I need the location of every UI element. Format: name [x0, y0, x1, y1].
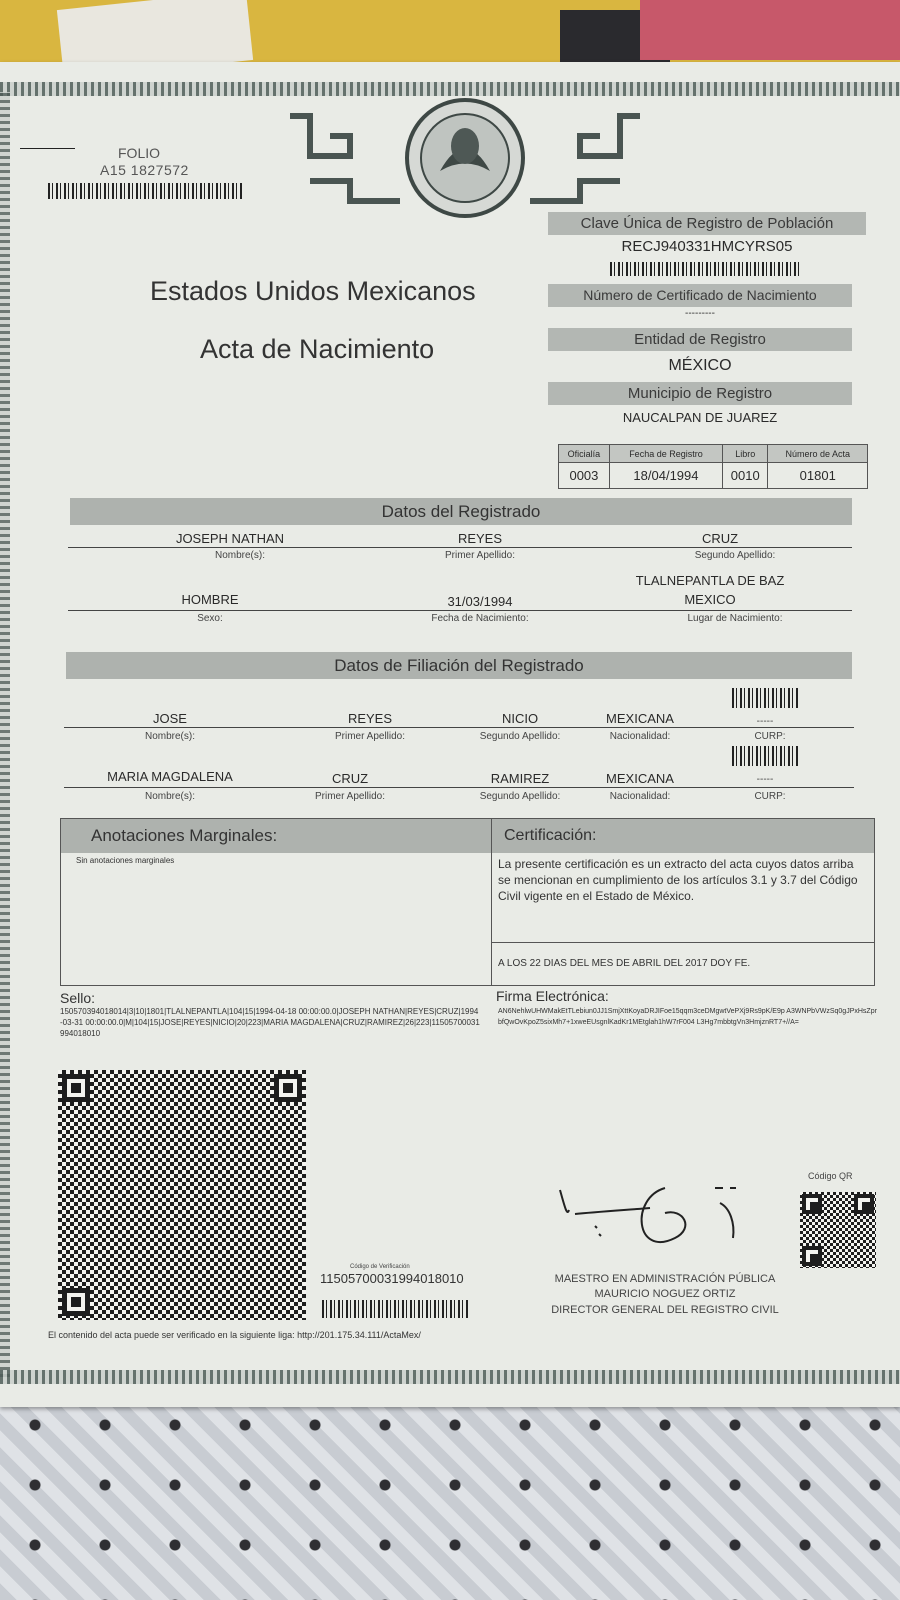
header-registration-date: Fecha de Registro	[609, 445, 722, 463]
parent-1-first-surname: REYES	[347, 711, 393, 726]
entity-label: Entidad de Registro	[548, 328, 852, 351]
parent-1-line	[64, 727, 854, 728]
registrant-birth-place-label: Lugar de Nacimiento:	[687, 613, 783, 624]
registrant-second-surname-label: Segundo Apellido:	[694, 550, 776, 561]
annotations-text: Sin anotaciones marginales	[76, 856, 175, 865]
parent-2-curp-label: CURP:	[754, 791, 786, 802]
parent-2-nationality: MEXICANA	[606, 771, 674, 786]
parent-2-first-surname: CRUZ	[331, 771, 369, 786]
verification-code: 11505700031994018010	[320, 1271, 464, 1286]
background-notebook	[640, 0, 900, 60]
handwritten-dash	[20, 148, 75, 149]
municipality-value: NAUCALPAN DE JUAREZ	[622, 410, 778, 425]
document-title: Acta de Nacimiento	[200, 334, 435, 364]
value-registration-date: 18/04/1994	[609, 463, 722, 489]
certification-text: La presente certificación es un extracto del acta cuyos datos arriba se mencionan en cumplimiento de los artículos 3.1 y 3.7 del Código Civil vigente en el Estado de México.	[498, 857, 858, 903]
seal-label: Sello:	[60, 990, 96, 1006]
filiation-section-title: Datos de Filiación del Registrado	[66, 652, 852, 679]
parent-1-second-surname-label: Segundo Apellido:	[479, 731, 561, 742]
country-title: Estados Unidos Mexicanos	[150, 276, 476, 306]
verification-qr-code[interactable]	[58, 1070, 306, 1320]
parent-1-curp: -----	[756, 716, 774, 727]
national-coat-of-arms	[290, 96, 640, 218]
registrant-first-surname: REYES	[457, 531, 503, 546]
signatory-name: MAURICIO NOGUEZ ORTIZ	[594, 1288, 736, 1300]
parent-1-nationality: MEXICANA	[606, 711, 674, 726]
parent-1-names: JOSE	[153, 711, 187, 726]
value-act-number: 01801	[768, 463, 868, 489]
registrant-sex-label: Sexo:	[197, 613, 223, 624]
security-border-left	[0, 92, 10, 1377]
parent-2-names-label: Nombre(s):	[144, 791, 195, 802]
value-office: 0003	[559, 463, 610, 489]
certification-date: A LOS 22 DIAS DEL MES DE ABRIL DEL 2017 DOY FE.	[498, 958, 751, 969]
folio-barcode	[48, 183, 243, 199]
signature-image	[555, 1168, 775, 1258]
registrant-sex: HOMBRE	[181, 592, 239, 607]
parent-1-nationality-label: Nacionalidad:	[609, 731, 671, 742]
registrant-line-1	[68, 547, 852, 548]
registrant-names: JOSEPH NATHAN	[175, 531, 285, 546]
parent-2-curp: -----	[756, 774, 774, 785]
curp-barcode	[610, 262, 802, 276]
parent-2-first-surname-label: Primer Apellido:	[314, 791, 386, 802]
registrant-line-2	[68, 610, 852, 611]
registrant-first-surname-label: Primer Apellido:	[444, 550, 516, 561]
registrant-birth-place-2: MEXICO	[684, 592, 736, 607]
qr-label: Código QR	[808, 1171, 853, 1181]
curp-value: RECJ940331HMCYRS05	[621, 238, 793, 255]
parent-2-second-surname: RAMIREZ	[490, 771, 550, 786]
header-act-number: Número de Acta	[768, 445, 868, 463]
electronic-signature-text: AN6NehlwUHWMakEtTLebiun0JJ1SmjXttKoyaDRJIFoe15qqm3ceDMgwtVePXj9Rs9pK/E9p A3WNPbVWzSq0gJPxHsZprbfQwOvKpoZ5sixMh7+1xweEUsgnlKadKr1MEtglah1hW7rF004 L3Hg7mbbtgVn3HmjznRT7+//A=	[498, 1008, 877, 1026]
header-office: Oficialía	[559, 445, 610, 463]
entity-value: MÉXICO	[668, 357, 732, 374]
annotations-title: Anotaciones Marginales:	[61, 819, 491, 853]
certificate-number-label: Número de Certificado de Nacimiento	[548, 284, 852, 307]
signatory-degree: MAESTRO EN ADMINISTRACIÓN PÚBLICA	[554, 1273, 776, 1285]
certification-title: Certificación:	[492, 819, 874, 853]
security-border-top	[0, 82, 900, 96]
certificate-number-value: ---------	[685, 308, 715, 319]
verification-code-label: Código de Verificación	[350, 1264, 410, 1270]
background-fabric	[0, 1395, 900, 1600]
folio-number: A15 1827572	[100, 162, 189, 178]
registrant-names-label: Nombre(s):	[214, 550, 265, 561]
header-book: Libro	[723, 445, 768, 463]
registrant-section-title: Datos del Registrado	[70, 498, 852, 525]
signatory-position: DIRECTOR GENERAL DEL REGISTRO CIVIL	[551, 1304, 779, 1316]
registry-table	[558, 444, 868, 489]
municipality-label: Municipio de Registro	[548, 382, 852, 405]
registrant-birth-date: 31/03/1994	[447, 594, 513, 609]
parent-1-second-surname: NICIO	[501, 711, 539, 726]
security-border-bottom	[0, 1370, 900, 1384]
signature-qr-code[interactable]	[800, 1192, 876, 1268]
parent-2-curp-barcode	[732, 746, 798, 766]
parent-1-names-label: Nombre(s):	[144, 731, 195, 742]
parent-1-curp-label: CURP:	[754, 731, 786, 742]
value-book: 0010	[723, 463, 768, 489]
verification-barcode	[322, 1300, 470, 1318]
verification-link[interactable]: El contenido del acta puede ser verificado en la siguiente liga: http://201.175.34.111/ActaMex/	[48, 1330, 421, 1340]
parent-2-line	[64, 787, 854, 788]
folio-label: FOLIO	[118, 145, 161, 161]
parent-1-first-surname-label: Primer Apellido:	[334, 731, 406, 742]
electronic-signature-label: Firma Electrónica:	[496, 988, 609, 1004]
parent-2-second-surname-label: Segundo Apellido:	[479, 791, 561, 802]
registrant-birth-place-1: TLALNEPANTLA DE BAZ	[635, 573, 785, 588]
registrant-second-surname: CRUZ	[701, 531, 739, 546]
parent-1-curp-barcode	[732, 688, 798, 708]
parent-2-names: MARIA MAGDALENA	[107, 769, 233, 784]
certification-divider	[491, 942, 875, 943]
registrant-birth-date-label: Fecha de Nacimiento:	[431, 613, 529, 624]
seal-text: 150570394018014|3|10|1801|TLALNEPANTLA|104|15|1994-04-18 00:00:00.0|JOSEPH NATHAN|REYES|CRUZ|1994-03-31 00:00:00.0|M|104|15|JOSE|REYES|NICIO|20|223|MARIA MAGDALENA|CRUZ|RAMIREZ|26|223|11505700031994018010	[60, 1007, 480, 1038]
curp-label: Clave Única de Registro de Población	[548, 212, 866, 235]
parent-2-nationality-label: Nacionalidad:	[609, 791, 671, 802]
